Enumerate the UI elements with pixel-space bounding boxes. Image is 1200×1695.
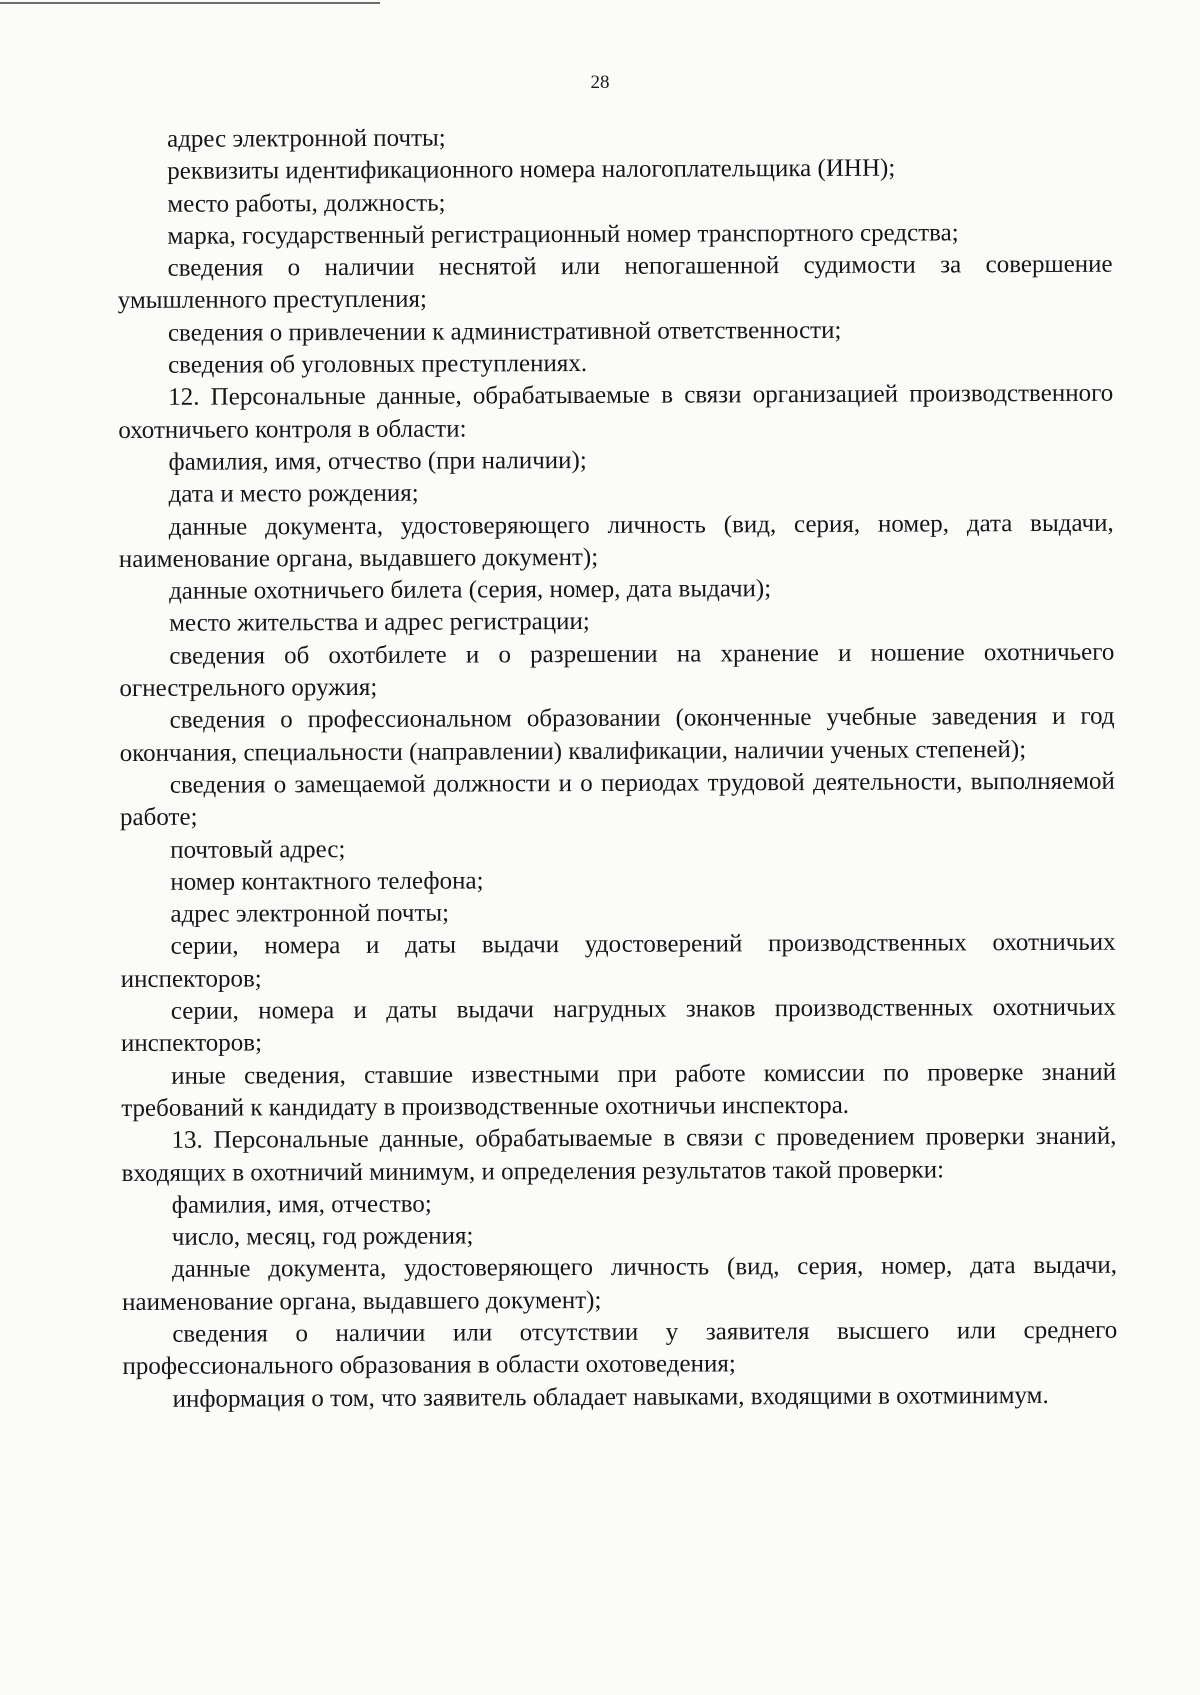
paragraph: сведения о наличии неснятой или непогашенной судимости за совершение умышленного преступления;: [117, 250, 1113, 315]
paragraph: адрес электронной почты;: [167, 124, 446, 153]
paragraph: фамилия, имя, отчество (при наличии);: [168, 446, 587, 476]
paragraph: сведения о замещаемой должности и о периодах трудовой деятельности, выполняемой работе;: [119, 767, 1115, 832]
paragraph: место жительства и адрес регистрации;: [169, 608, 590, 638]
section-12-heading: 12. Персональные данные, обрабатываемые в связи организацией производственного охотничьего контроля в области:: [118, 380, 1114, 444]
paragraph: иные сведения, ставшие известными при работе комиссии по проверке знаний требований к кандидату в производственные охотничьи инспектора.: [121, 1058, 1117, 1122]
paragraph: сведения о профессиональном образовании (оконченные учебные заведения и год окончания, специальности (направлении) квалификации, наличии ученых степеней);: [119, 702, 1115, 767]
paragraph: реквизиты идентификационного номера налогоплательщика (ИНН);: [167, 154, 896, 186]
paragraph: дата и место рождения;: [168, 479, 419, 509]
paragraph: сведения о наличии или отсутствии у заявителя высшего или среднего профессионального образования в области охотоведения;: [122, 1316, 1118, 1381]
document-body: [117, 120, 1118, 1416]
paragraph: сведения об уголовных преступлениях.: [167, 350, 588, 379]
paragraph: данные документа, удостоверяющего личность (вид, серия, номер, дата выдачи, наименование органа, выдавшего документ);: [122, 1252, 1118, 1316]
paragraph: фамилия, имя, отчество;: [171, 1190, 432, 1219]
page-number: 28: [590, 72, 610, 93]
paragraph: почтовый адрес;: [170, 835, 346, 864]
section-13-heading: 13. Персональные данные, обрабатываемые в связи с проведением проверки знаний, входящих в охотничий минимум, и определения результатов такой проверки:: [121, 1122, 1117, 1187]
paragraph: данные документа, удостоверяющего личность (вид, серия, номер, дата выдачи, наименование органа, выдавшего документ);: [118, 509, 1114, 573]
paragraph: марка, государственный регистрационный номер транспортного средства;: [167, 219, 959, 250]
paragraph: место работы, должность;: [167, 189, 446, 218]
paragraph: серии, номера и даты выдачи удостоверений производственных охотничьих инспекторов;: [120, 929, 1116, 993]
paragraph: серии, номера и даты выдачи нагрудных знаков производственных охотничьих инспекторов;: [120, 993, 1116, 1058]
paragraph: число, месяц, год рождения;: [171, 1222, 474, 1251]
paragraph: адрес электронной почты;: [170, 899, 450, 928]
paragraph: сведения об охотбилете и о разрешении на хранение и ношение охотничьего огнестрельного оружия;: [119, 638, 1115, 703]
paragraph: информация о том, что заявитель обладает навыками, входящими в охотминимум.: [172, 1381, 1049, 1413]
paragraph: сведения о привлечении к административной ответственности;: [167, 316, 842, 347]
paragraph: данные охотничьего билета (серия, номер, дата выдачи);: [168, 575, 772, 605]
paragraph: номер контактного телефона;: [170, 867, 484, 896]
scan-edge-line: [0, 2, 380, 4]
